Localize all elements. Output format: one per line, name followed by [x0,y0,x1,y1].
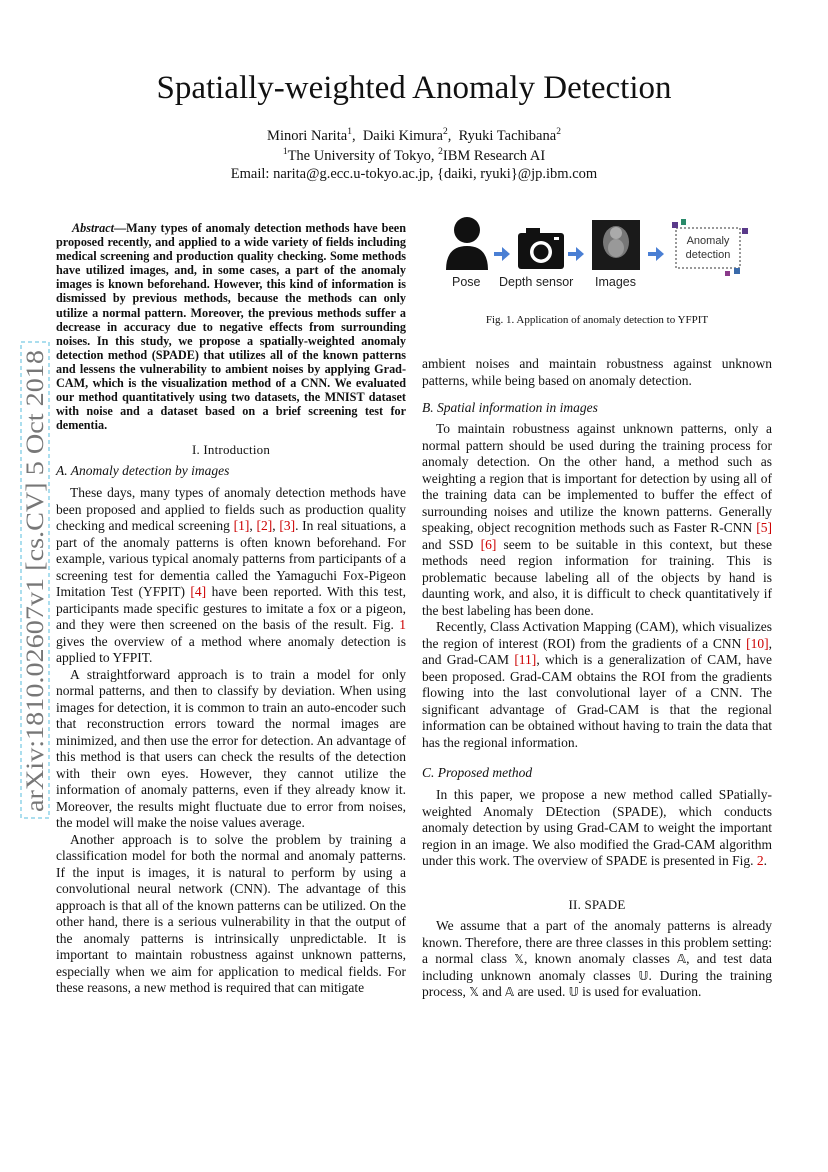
section-heading-intro: I. Introduction [191,442,271,457]
author-sup: 1 [347,127,352,138]
abstract-text: —Many types of anomaly detection methods have been proposed recently, and applied to a wide variety of fields including medical screening and production quality checking. Some methods have utilized images, and, in some cases, a part of the anomaly images is known beforehand. However, this kind of information is dismissed by previous methods, because the methods can only utilize a normal pattern. Moreover, the previous methods suffer a decrease in accuracy due to negative effects from surrounding noises. In this study, we propose a spatially-weighted anomaly detection method (SPADE) that utilizes all of the known patterns and lessens the vulnerability to ambient noises by applying Grad-CAM, which is the visualization method of a CNN. We evaluated our method quantitatively using two datasets, the MNIST dataset with noise and a dataset based on a brief screening test for dementia. [56,221,406,433]
text-run: , and Grad-CAM [422,635,772,667]
affil-sup: 1 [282,147,288,158]
affil-name: The University of Tokyo, [287,148,435,164]
text-run: . During the training process, [422,967,773,999]
math-symbol: 𝔸 [505,985,515,999]
intro-paragraph-1 [56,485,406,667]
author-name: Daiki Kimura [362,128,443,144]
text-run: , known anomaly classes [523,951,678,966]
math-symbol: 𝕏 [469,985,479,999]
intro-paragraph-2: A straightforward approach is to train a model for only normal patterns, and then to classify by deviation. When using images for detection, it is common to train an auto-encoder such that reconstruction errors toward the normal images are minimized, and then use the error for detection. An advantage of this method is that users can check the results of the detection with their own eyes. However, they cannot utilize the information of anomaly patterns, even if they already know it. Moreover, the results might fluctuate due to error from noises, the model will make the noise values average. [56,666,406,830]
figure-1 [442,208,782,298]
figure-link[interactable]: 1 [399,617,406,632]
affil-sup: 2 [438,147,443,158]
citation-link[interactable]: [10] [746,635,769,651]
subsection-heading-b: B. Spatial information in images [422,400,598,415]
text-run: is used for evaluation. [578,984,702,999]
spade-paragraph-1 [422,918,772,1001]
text-run: . [763,853,767,868]
text-run: gives the overview of a method where anomaly detection is applied to YFPIT. [56,633,406,665]
arrow-right-icon [648,247,664,261]
citation-link[interactable]: [6] [480,536,497,552]
anomaly-box-label-1: Anomaly [686,235,730,247]
figure-link[interactable]: 2 [756,853,764,868]
text-run: have been reported. With this test, participants made specific gestures to imitate a fox or a pigeon, and they were then screened on the basis of the result. Fig. [56,584,407,632]
text-run: In this paper, we propose a new method called SPatially-weighted Anomaly DEtection (SPADE), which conducts anomaly detection by using Grad-CAM to weight the important region in an image. We also modified the Grad-CAM algorithm under this work. The overview of SPADE is presented in Fig. [422,787,772,868]
camera-icon [518,228,564,269]
citation-link[interactable]: [2] [256,518,273,533]
text-run: , [272,518,280,533]
anomaly-box-label-2: detection [685,249,731,261]
person-icon [446,217,488,270]
figure-label-depth-sensor: Depth sensor [499,275,574,289]
arxiv-stamp [19,340,51,820]
text-run: To maintain robustness against unknown patterns, only a normal pattern should be used during the training process for anomaly detection. On the other hand, a method such as weighting a region that is important for detection by using all of the training data can be implemented to buffer the effect of surrounding noises and utilize the known patterns. Generally speaking, object recognition methods such as Faster R-CNN [422,421,772,535]
intro-a-heading-block [56,463,406,479]
abstract-lead: Abstract [72,221,114,235]
text-run: and [478,984,506,999]
arrow-right-icon [494,247,510,261]
figure-1-caption: Fig. 1. Application of anomaly detection to YFPIT [485,314,709,326]
intro-c-paragraph-1 [422,787,772,870]
text-run: . In real situations, a part of the anomaly patterns is often known beforehand. For example, various typical anomaly patterns from participants of a screening test for dementia called the Yamaguchi Fox-Pigeon Imitation Test (YFPIT) [56,518,406,599]
author-sup: 2 [442,127,448,138]
text-run: , and test data including unknown anomaly classes [422,951,772,983]
math-symbol: 𝕏 [514,952,524,966]
intro-paragraph-3-continued: ambient noises and maintain robustness against unknown patterns, while being based on anomaly detection. [422,356,772,388]
intro-b-paragraph-2 [422,619,772,751]
spade-paragraphs [422,918,772,1001]
citation-link[interactable]: [11] [514,652,537,667]
email-line: Email: narita@g.ecc.u-tokyo.ac.jp, {daiki, ryuki}@jp.ibm.com [230,166,598,182]
text-run: We assume that a part of the anomaly patterns is already known. Therefore, there are three classes in this problem setting: a normal class [422,918,772,966]
intro-c-heading-block [422,765,772,781]
arxiv-stamp-svg [19,340,51,820]
anomaly-detection-box [672,219,748,276]
arrow-right-icon [568,247,584,261]
arxiv-id: arXiv:1810.02607v1 [cs.CV] 5 Oct 2018 [22,402,49,812]
author-sup: 2 [556,127,561,138]
figure-label-images: Images [595,275,636,289]
text-run: , which is a generalization of CAM, have been proposed. Grad-CAM obtains the ROI from the gradients flowing into the last convolutional layer of a CNN. The significant advantage of Grad-CAM is that the regional information can be obtained without having to train the data that has the regional information. [422,652,773,750]
text-run: Recently, Class Activation Mapping (CAM), which visualizes the region of interest (ROI) from the gradients of a CNN [422,619,772,651]
subsection-heading-c: C. Proposed method [422,765,533,780]
affil-name: IBM Research AI [442,148,546,164]
intro-c-paragraphs [422,787,772,870]
spade-heading-block [422,897,772,913]
depth-image-thumbnail [592,220,640,270]
citation-link[interactable]: [5] [756,520,772,535]
intro-a-paragraphs [56,485,406,997]
abstract [56,221,406,432]
math-symbol: 𝕌 [638,968,649,983]
subsection-heading-a: A. Anomaly detection by images [56,463,230,478]
intro-b-paragraphs [422,421,772,751]
author-name: Ryuki Tachibana [458,128,557,144]
intro-paragraph-3: Another approach is to solve the problem by training a classification model for both the normal and anomaly patterns. If the input is images, it is natural to perform by using a convolutional neural network (CNN). The advantage of this approach is that all of the known patterns can be utilized. On the other hand, there is a serious vulnerability in that the output of the anomaly patterns is intrinsically unpredictable. It is important to maintain robustness against unknown patterns, especially when we aim for application to medical fields. For these reasons, a new method is required that can mitigate [56,831,406,995]
citation-link[interactable]: [4] [190,584,207,599]
paper-title: Spatially-weighted Anomaly Detection [156,70,672,106]
citation-link[interactable]: [3] [279,518,296,533]
text-run: seem to be suitable in this context, but these methods need region information for training. This is problematic because labeling all of the objects by hand is daunting work, and also, it is difficult to check quantitatively if the best labeling has been done. [422,536,772,618]
text-run: These days, many types of anomaly detection methods have been proposed and applied to fields such as production quality checking and medical screening [56,485,406,533]
affiliations [0,147,828,165]
math-symbol: 𝕌 [568,985,579,999]
text-run: , [249,518,257,533]
citation-link[interactable]: [1] [233,518,250,533]
intro-b-paragraph-1 [422,421,772,619]
figure-label-pose: Pose [452,275,481,289]
section-heading-spade: II. SPADE [568,897,626,912]
text-run: and SSD [422,536,481,552]
intro-heading-block [56,442,406,458]
author-name: Minori Narita [267,128,348,144]
text-run: are used. [514,984,569,999]
right-continuation [422,356,772,389]
author-list: Minori Narita$^1$, Daiki Kimura$^2$, Ryuki Tachibana$^2$ [267,127,561,144]
math-symbol: 𝔸 [677,952,687,966]
intro-b-heading-block [422,400,772,416]
